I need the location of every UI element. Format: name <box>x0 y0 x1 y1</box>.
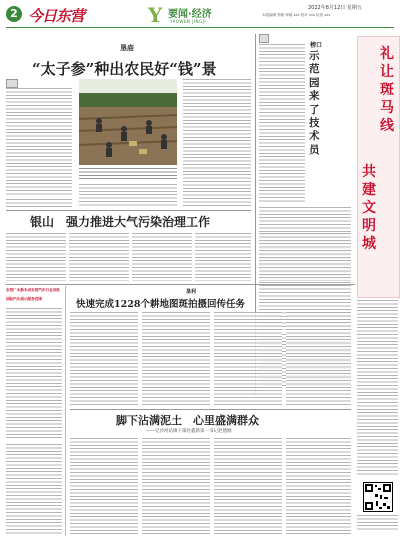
page-number-badge: 2 <box>6 6 22 22</box>
article-subhead: ——记沙河站镇干部付鑫新第一书记赵德刚 <box>146 429 232 434</box>
qr-code-icon <box>363 482 393 512</box>
section-rule <box>6 210 251 211</box>
article-headline: “太子参”种出农民好“钱”景 <box>32 60 217 78</box>
column-headline: 示范园来了技术员 <box>309 50 320 156</box>
article-kicker: 垦利 <box>186 289 197 295</box>
slogan-banner <box>357 36 400 298</box>
sidebar-text <box>357 300 398 475</box>
article-headline: 银山 强力推进大气污染治理工作 <box>30 215 211 229</box>
article-headline: 脚下沾满泥土 心里盛满群众 <box>116 414 259 427</box>
left-column-title: 东营广本新车成东营汽车行业首批 <box>6 288 60 292</box>
body-text <box>286 438 351 534</box>
left-column-subtitle: 国际汽车展示服务范围 <box>6 297 42 301</box>
column-kicker: 榜口 <box>310 42 323 49</box>
field-workers-photo <box>79 79 177 165</box>
section-en: YAOWEN JINGJI <box>170 19 207 24</box>
section-rule <box>6 284 355 285</box>
column-icon <box>259 34 269 43</box>
body-text <box>142 438 210 534</box>
body-text <box>70 312 138 406</box>
body-text <box>286 312 351 406</box>
sidebar <box>355 30 400 539</box>
body-text <box>214 312 282 406</box>
masthead <box>0 0 400 30</box>
body-text <box>6 308 62 438</box>
body-text <box>6 88 72 196</box>
paper-name-logo: 今日东营 <box>28 7 85 25</box>
section-letter: Y <box>148 3 163 27</box>
column-divider <box>65 286 66 536</box>
photo-caption <box>79 168 177 180</box>
author-icon <box>6 79 18 88</box>
section-rule <box>70 409 351 410</box>
date-line: 2022年8月12日 星期五 <box>308 5 362 11</box>
slogan-line-2: 共建文明城 <box>362 164 376 252</box>
sidebar-footer-text <box>357 515 398 531</box>
body-text <box>6 199 72 207</box>
body-text <box>132 233 192 281</box>
section-title: 要闻·经济 <box>168 9 212 20</box>
body-text <box>142 312 210 406</box>
body-text <box>195 233 251 281</box>
article-headline: 快速完成1228个耕地图斑拍摄回传任务 <box>76 299 245 310</box>
body-text <box>70 438 138 534</box>
body-text <box>259 44 305 204</box>
body-text <box>214 438 282 534</box>
body-text <box>259 233 351 281</box>
slogan-line-1: 礼让斑马线 <box>380 46 394 134</box>
body-text <box>6 444 62 534</box>
body-text <box>183 79 251 208</box>
body-text <box>6 233 66 281</box>
body-text <box>69 233 129 281</box>
article-kicker: 垦庙 <box>120 43 134 52</box>
masthead-rule <box>6 27 394 28</box>
body-text <box>79 184 177 208</box>
editor-line: 本版编辑 郑敏 审稿 xxx 校对 xxx 检查 xxx <box>262 13 331 17</box>
